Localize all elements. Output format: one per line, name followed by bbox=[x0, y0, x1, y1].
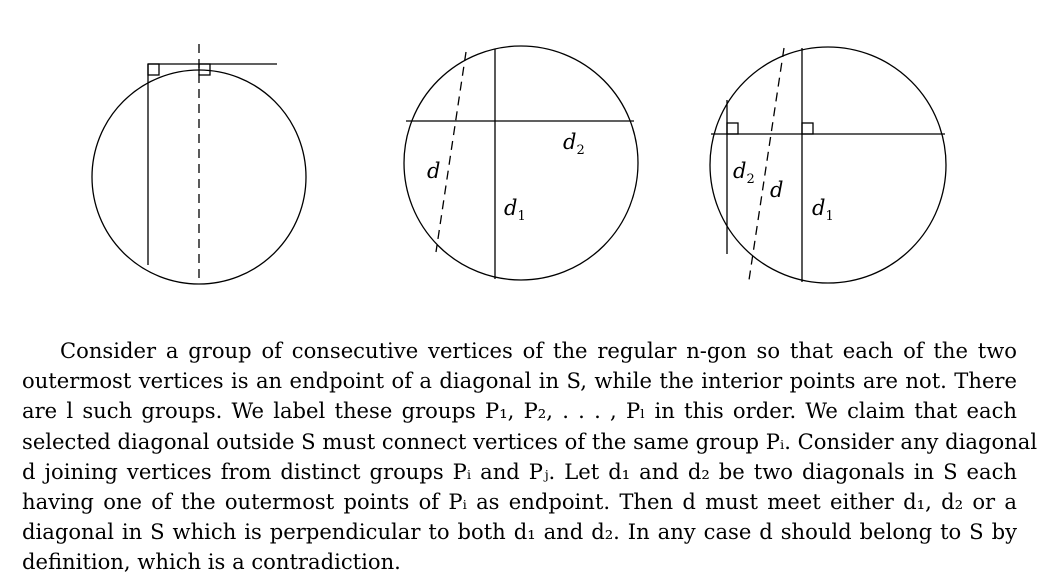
text-line: outermost vertices is an endpoint of a diagonal in S, while the interior points are not. There bbox=[22, 368, 1017, 394]
diagonal-d-dashed bbox=[436, 52, 466, 252]
text-line: are l such groups. We label these groups P₁, P₂, . . . , Pₗ in this order. We claim that each bbox=[22, 398, 1017, 424]
label-d2: $d_2$ bbox=[733, 159, 755, 187]
circle-1 bbox=[92, 70, 306, 284]
label-d: d bbox=[770, 178, 784, 202]
text-line: selected diagonal outside S must connect vertices of the same group Pᵢ. Consider any diagonal bbox=[22, 428, 1038, 454]
label-d2: $d_2$ bbox=[563, 130, 585, 158]
right-angle-marker bbox=[802, 123, 813, 134]
label-d: d bbox=[427, 159, 441, 183]
right-angle-marker bbox=[148, 64, 159, 75]
figure-2-labels bbox=[427, 130, 585, 224]
text-line: d joining vertices from distinct groups Pᵢ and Pⱼ. Let d₁ and d₂ be two diagonals in S each bbox=[22, 458, 1017, 484]
label-d1: $d_1$ bbox=[812, 196, 834, 224]
text-line: Consider a group of consecutive vertices of the regular n-gon so that each of the two bbox=[60, 338, 1017, 363]
text-line: diagonal in S which is perpendicular to both d₁ and d₂. In any case d should belong to S by bbox=[22, 519, 1017, 545]
right-angle-marker bbox=[727, 123, 738, 134]
paragraph bbox=[22, 336, 1038, 578]
figure-3-labels bbox=[733, 159, 834, 224]
diagonal-d-dashed bbox=[749, 48, 784, 280]
text-line: definition, which is a contradiction. bbox=[22, 549, 401, 575]
figure-1 bbox=[92, 44, 306, 284]
text-line: having one of the outermost points of Pᵢ as endpoint. Then d must meet either d₁, d₂ or a bbox=[22, 488, 1017, 514]
label-d1: $d_1$ bbox=[504, 196, 526, 224]
